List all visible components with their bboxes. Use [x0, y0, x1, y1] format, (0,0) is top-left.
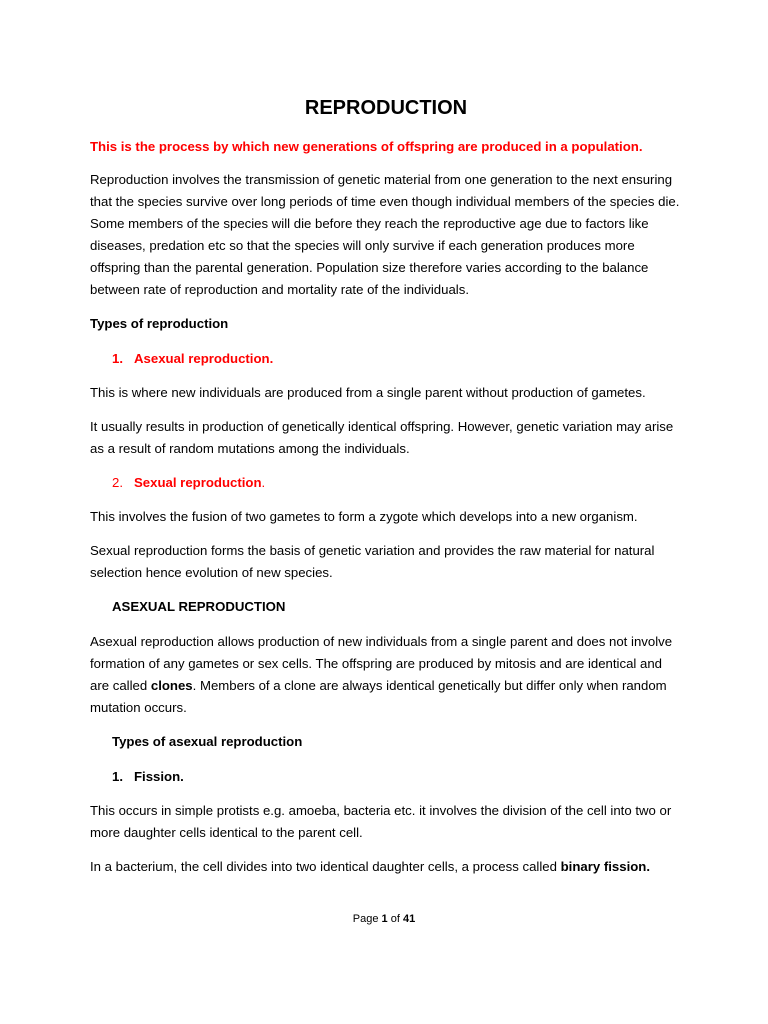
- binary-fission-paragraph: [90, 856, 682, 878]
- document-content: [90, 96, 682, 890]
- list-label: Sexual reproduction: [134, 475, 262, 490]
- list-label-suffix: .: [261, 475, 266, 490]
- list-item-asexual: [90, 348, 682, 370]
- list-number: 1.: [112, 769, 123, 784]
- sexual-definition: This involves the fusion of two gametes to form a zygote which develops into a new organism.: [90, 509, 638, 524]
- clones-term: clones: [150, 678, 193, 693]
- types-heading: Types of reproduction: [90, 316, 229, 331]
- asexual-types-heading: Types of asexual reproduction: [112, 734, 303, 749]
- of-word: of: [387, 913, 403, 925]
- page-title: REPRODUCTION: [304, 97, 468, 119]
- page-word: Page: [352, 913, 382, 925]
- sexual-variation: Sexual reproduction forms the basis of genetic variation and provides the raw material for natural selection hence evolution of new species.: [90, 543, 655, 580]
- list-item-fission: [90, 766, 682, 788]
- paragraph-text: . Members of a clone are always identical genetically but differ only when random mutation occurs.: [90, 678, 667, 715]
- list-item-sexual: [90, 472, 682, 494]
- binary-fission-term: binary fission.: [560, 859, 651, 874]
- list-number: 1.: [112, 351, 123, 366]
- list-label: Asexual reproduction.: [134, 351, 274, 366]
- list-label: Fission.: [134, 769, 184, 784]
- page-footer: [0, 912, 768, 926]
- intro-paragraph: Reproduction involves the transmission of genetic material from one generation to the next ensuring that the species survive over long periods of time even though individual members of the species die. Some members of the species will die before they reach the reproductive age due to factors like diseases, predation etc so that the species will only survive if each generation produces more offspring than the parental generation. Population size therefore varies according to the balance between rate of reproduction and mortality rate of the individuals.: [90, 172, 680, 297]
- definition-text: This is the process by which new generations of offspring are produced in a population.: [90, 139, 643, 154]
- total-pages: 41: [402, 913, 416, 925]
- fission-paragraph: This occurs in simple protists e.g. amoeba, bacteria etc. it involves the division of the cell into two or more daughter cells identical to the parent cell.: [90, 803, 672, 840]
- asexual-section-heading: ASEXUAL REPRODUCTION: [112, 599, 286, 614]
- asexual-section-paragraph: [90, 631, 682, 719]
- paragraph-text: In a bacterium, the cell divides into two identical daughter cells, a process called: [90, 859, 561, 874]
- list-number: 2.: [112, 475, 123, 490]
- paragraph-text: Asexual reproduction allows production of new individuals from a single parent and does not involve formation of any gametes or sex cells. The offspring are produced by mitosis and are identical and are called: [90, 634, 673, 693]
- page-number: 1: [381, 913, 388, 925]
- asexual-variation: It usually results in production of genetically identical offspring. However, genetic variation may arise as a result of random mutations among the individuals.: [90, 419, 674, 456]
- asexual-definition: This is where new individuals are produced from a single parent without production of gametes.: [90, 385, 646, 400]
